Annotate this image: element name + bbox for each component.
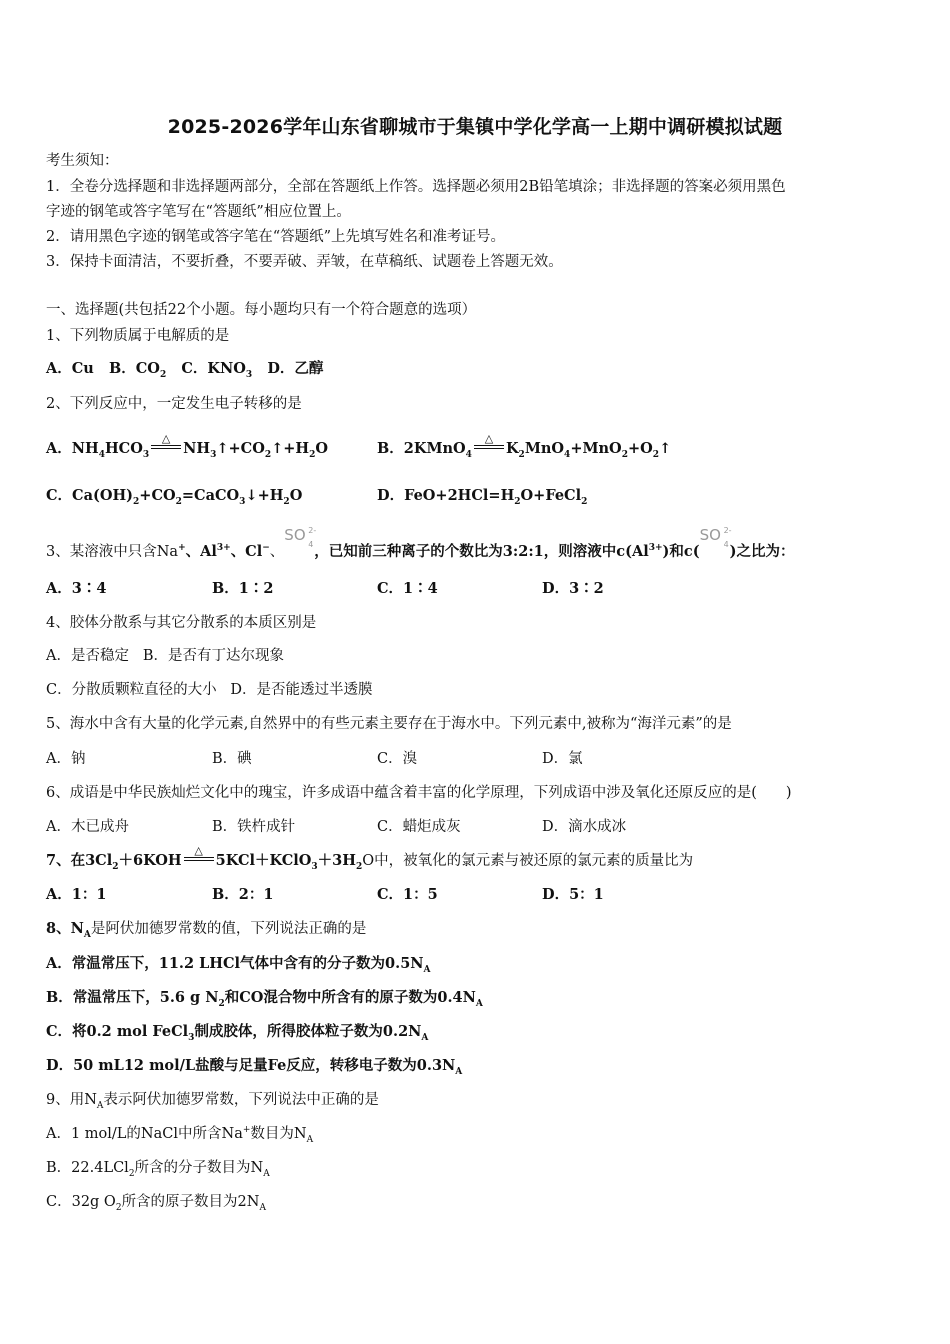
q7-part: 7、在3Cl [46, 852, 113, 869]
q8-part: 8、N [46, 920, 84, 937]
q7-part: ＋3H [317, 852, 356, 869]
q2-option-b[interactable] [377, 432, 672, 460]
q9-part: 9、用N [46, 1092, 97, 1108]
sulfate-ion-image [284, 526, 317, 554]
q9-b-text: 所含的分子数目为N [134, 1160, 264, 1176]
subscript: 2 [133, 496, 140, 507]
eq-bar [474, 445, 504, 446]
q2-b-part: +O [627, 440, 653, 457]
question-6-stem: 6、成语是中华民族灿烂文化中的瑰宝，许多成语中蕴含着丰富的化学原理，下列成语中涉及氧化还原反应的是( ) [46, 785, 792, 801]
q3-part: ，已知前三种离子的个数比为3:2:1，则溶液中c(Al [314, 543, 649, 560]
subscript: A [423, 964, 431, 975]
subscript: 2 [581, 496, 588, 507]
q1-option-c-text: C．KNO [181, 360, 246, 377]
q7-part: 5KCl＋KClO [215, 852, 312, 869]
subscript: 2 [112, 861, 119, 872]
page-title: 2025-2026学年山东省聊城市于集镇中学化学高一上期中调研模拟试题 [167, 116, 783, 138]
subscript: A [96, 1100, 104, 1111]
ion-count: 4 [723, 540, 729, 549]
q3-part: 、Al [185, 543, 217, 560]
eq-bar [184, 860, 214, 861]
notice-line-3: 3．保持卡面清洁，不要折叠，不要弄破、弄皱，在草稿纸、试题卷上答题无效。 [46, 254, 563, 270]
subscript: 2 [264, 449, 272, 460]
question-7-stem [46, 844, 694, 872]
question-3-stem [46, 526, 795, 561]
q3-part: )和c( [662, 543, 700, 560]
q8-option-c[interactable] [46, 1023, 428, 1041]
eq-bar [151, 448, 181, 449]
q7-part: ＋6KOH [118, 852, 182, 869]
subscript: 2 [514, 496, 521, 507]
q9-option-c[interactable] [46, 1193, 266, 1211]
subscript: 3 [239, 496, 246, 507]
notice-line-1b: 字迹的钢笔或答字笔写在“答题纸”相应位置上。 [46, 204, 351, 220]
notice-line-2: 2．请用黑色字迹的钢笔或答字笔在“答题纸”上先填写姓名和准考证号。 [46, 229, 506, 245]
subscript: 3 [188, 1032, 195, 1043]
subscript: A [421, 1032, 429, 1043]
q2-d-part: O+FeCl [520, 487, 582, 504]
q7-option-a[interactable]: A．1：1 [46, 886, 107, 903]
q2-c-part: =CaCO [181, 487, 240, 504]
q8-a-text: A．常温常压下，11.2 LHCl气体中含有的分子数为0.5N [46, 955, 424, 972]
q5-option-c[interactable]: C．溴 [377, 751, 418, 767]
superscript: − [262, 543, 270, 554]
subscript: 2 [621, 449, 628, 460]
subscript: 3 [245, 369, 253, 380]
q9-c-text: C．32g O [46, 1194, 116, 1210]
ion-symbol: SO [284, 526, 306, 544]
q2-option-d[interactable] [377, 487, 587, 505]
q8-option-a[interactable] [46, 955, 431, 973]
ion-symbol: SO [699, 526, 721, 544]
subscript: 3 [210, 449, 217, 460]
eq-bar [151, 445, 181, 446]
subscript: 2 [518, 449, 525, 460]
eq-bar [184, 857, 214, 858]
q9-b-text: B．22.4LCl [46, 1160, 129, 1176]
q6-option-a[interactable]: A．木已成舟 [46, 819, 129, 835]
q3-part: 3、某溶液中只含Na [46, 544, 179, 560]
q9-part: 表示阿伏加德罗常数，下列说法中正确的是 [103, 1092, 379, 1108]
q2-a-part: O [315, 440, 329, 457]
delta-icon: △ [484, 432, 494, 445]
subscript: 4 [465, 449, 472, 460]
q2-c-part: +CO [139, 487, 176, 504]
q4-option-b[interactable]: B．是否有丁达尔现象 [142, 648, 284, 664]
q7-option-d[interactable]: D．5：1 [542, 886, 604, 903]
subscript: 2 [115, 1202, 122, 1213]
section-heading: 一、选择题(共包括22个小题。每小题均只有一个符合题意的选项） [46, 302, 477, 318]
subscript: 2 [218, 998, 225, 1009]
q9-a-text: A．1 mol/L的NaCl中所含Na [46, 1126, 243, 1142]
subscript: 2 [175, 496, 182, 507]
q1-option-d[interactable]: D．乙醇 [267, 360, 324, 377]
subscript: 2 [159, 369, 167, 380]
ion-count: 4 [308, 540, 314, 549]
subscript: 2 [128, 1168, 135, 1179]
subscript: 3 [142, 449, 150, 460]
heat-arrow [184, 844, 214, 868]
q8-option-b[interactable] [46, 989, 483, 1007]
question-4-options-cd [46, 681, 373, 699]
q2-b-part: B．2KMnO [377, 440, 466, 457]
subscript: A [475, 998, 483, 1009]
q9-a-text: 数目为N [250, 1126, 307, 1142]
delta-icon: △ [161, 432, 171, 445]
question-1-options [46, 360, 323, 378]
subscript: 2 [652, 449, 659, 460]
q1-option-b-text: B．CO [109, 360, 160, 377]
q8-d-text: D．50 mL12 mol/L盐酸与足量Fe反应，转移电子数为0.3N [46, 1057, 456, 1074]
q2-b-part: K [505, 440, 519, 457]
q3-part: )之比为： [729, 543, 795, 560]
q5-option-b[interactable]: B．碘 [212, 751, 252, 767]
question-2-stem: 2、下列反应中，一定发生电子转移的是 [46, 396, 302, 412]
q6-option-c[interactable]: C．蜡炬成灰 [377, 819, 461, 835]
q8-part: 是阿伏加德罗常数的值，下列说法正确的是 [90, 921, 367, 937]
q2-option-a[interactable] [46, 432, 329, 460]
ion-charge: 2- [308, 526, 317, 535]
q2-c-part: C．Ca(OH) [46, 487, 134, 504]
q3-part: 、 [269, 544, 285, 560]
subscript: A [259, 1202, 266, 1213]
subscript: 2 [309, 449, 316, 460]
subscript: 2 [355, 861, 363, 872]
q8-b-text: 和CO混合物中所含有的原子数为0.4N [224, 989, 476, 1006]
q2-b-part: MnO [524, 440, 565, 457]
q7-option-b[interactable]: B．2：1 [212, 886, 274, 903]
subscript: 3 [311, 861, 318, 872]
eq-bar [474, 448, 504, 449]
q2-d-part: D．FeO+2HCl=H [377, 487, 515, 504]
q2-a-part: HCO [104, 440, 143, 457]
superscript: 3+ [216, 543, 231, 554]
subscript: A [306, 1134, 314, 1145]
q9-c-text: 所含的原子数目为2N [121, 1194, 260, 1210]
q1-option-c[interactable] [181, 360, 253, 380]
q9-option-b[interactable] [46, 1159, 270, 1177]
subscript: 4 [564, 449, 571, 460]
q2-b-part: ↑ [659, 440, 672, 457]
sulfate-ion-image [699, 526, 732, 554]
subscript: A [83, 929, 91, 940]
q7-part: O中，被氧化的氯元素与被还原的氯元素的质量比为 [362, 853, 694, 869]
q2-a-part: A．NH [46, 440, 99, 457]
q2-c-part: O [289, 487, 303, 504]
notice-heading: 考生须知： [46, 153, 119, 169]
heat-arrow [474, 432, 504, 456]
q4-option-d[interactable]: D．是否能透过半透膜 [230, 682, 373, 698]
superscript: + [242, 1125, 251, 1136]
q2-b-part: +MnO [570, 440, 622, 457]
heat-arrow [151, 432, 181, 456]
notice-line-1a: 1．全卷分选择题和非选择题两部分，全部在答题纸上作答。选择题必须用2B铅笔填涂；非选择题的答案必须用黑色 [46, 179, 786, 195]
q2-a-part: NH [183, 440, 211, 457]
q8-c-text: 制成胶体，所得胶体粒子数为0.2N [194, 1023, 422, 1040]
q2-a-part: ↑+H [271, 440, 310, 457]
superscript: + [178, 543, 186, 554]
subscript: 4 [98, 449, 105, 460]
q3-option-d[interactable]: D．3∶2 [542, 580, 604, 597]
q7-option-c[interactable]: C．1：5 [377, 886, 438, 903]
subscript: A [455, 1066, 463, 1077]
q3-option-a[interactable]: A．3∶4 [46, 580, 107, 597]
subscript: 2 [283, 496, 290, 507]
q9-option-a[interactable] [46, 1125, 313, 1143]
question-4-options-ab [46, 647, 284, 665]
subscript: A [263, 1168, 270, 1179]
question-4-stem: 4、胶体分散系与其它分散系的本质区别是 [46, 615, 317, 631]
q5-option-a[interactable]: A．钠 [46, 751, 86, 767]
q1-option-a[interactable]: A．Cu [46, 360, 94, 377]
q6-option-b[interactable]: B．铁杵成针 [212, 819, 296, 835]
q3-part: 、Cl [230, 543, 263, 560]
question-5-stem: 5、海水中含有大量的化学元素,自然界中的有些元素主要存在于海水中。下列元素中,被称为“海洋元素”的是 [46, 716, 732, 732]
q2-a-part: ↑+CO [216, 440, 265, 457]
q2-option-c[interactable] [46, 487, 302, 505]
q8-option-d[interactable] [46, 1057, 462, 1075]
q5-option-d[interactable]: D．氯 [542, 751, 583, 767]
q1-option-b[interactable] [109, 360, 167, 380]
question-1-stem: 1、下列物质属于电解质的是 [46, 328, 230, 344]
ion-charge: 2- [723, 526, 732, 535]
question-9-stem [46, 1091, 379, 1109]
q4-option-a[interactable]: A．是否稳定 [46, 648, 129, 664]
q8-c-text: C．将0.2 mol FeCl [46, 1023, 189, 1040]
q3-option-b[interactable]: B．1∶2 [212, 580, 274, 597]
q6-option-d[interactable]: D．滴水成冰 [542, 819, 627, 835]
superscript: 3+ [648, 543, 663, 554]
question-8-stem [46, 920, 366, 938]
q2-c-part: ↓+H [245, 487, 284, 504]
q4-option-c[interactable]: C．分散质颗粒直径的大小 [46, 682, 217, 698]
q8-b-text: B．常温常压下，5.6 g N [46, 989, 219, 1006]
delta-icon: △ [194, 844, 203, 857]
q3-option-c[interactable]: C．1∶4 [377, 580, 438, 597]
